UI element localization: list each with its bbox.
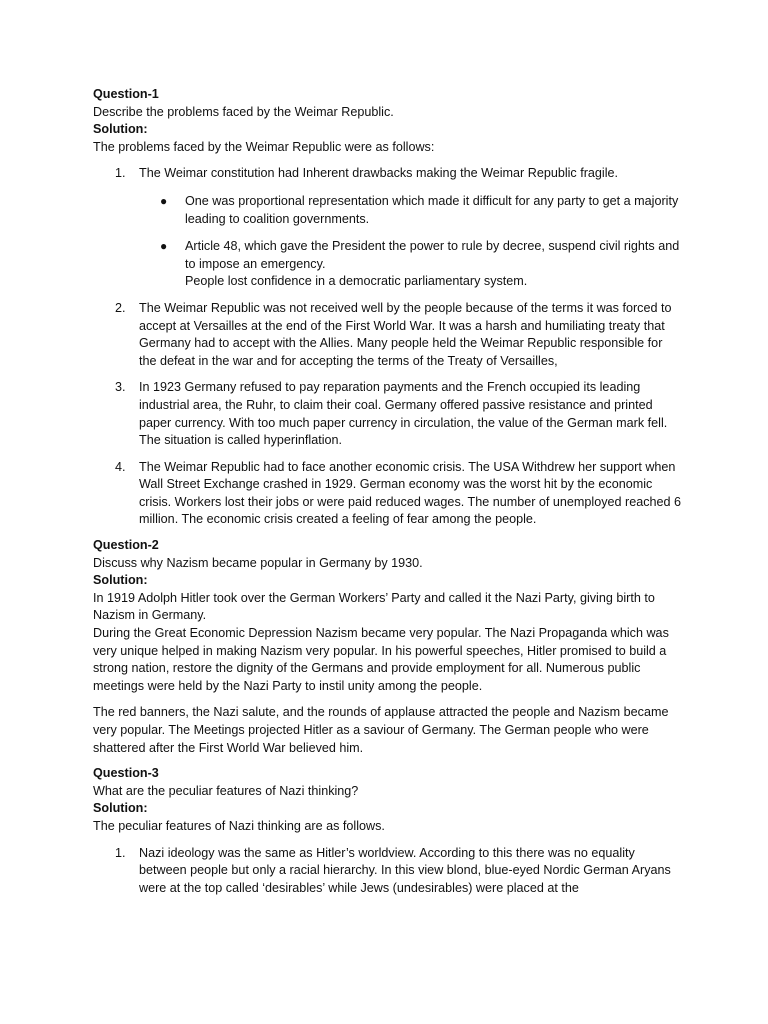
question-1-text: Describe the problems faced by the Weimar Republic. [93, 104, 394, 119]
bullet-icon: ● [160, 193, 168, 208]
question-3-intro: The peculiar features of Nazi thinking are as follows. [93, 818, 385, 833]
question-1-sublist [93, 193, 683, 291]
list-number: 4. [115, 459, 126, 474]
list-item [93, 300, 683, 370]
question-2-title: Question-2 [93, 538, 159, 553]
question-1-list [93, 165, 683, 529]
list-item-text: In 1923 Germany refused to pay reparation payments and the French occupied its leading industrial area, the Ruhr, to claim their coal. Germany offered passive resistance and printed paper currency. With too much paper currency in circulation, the value of the German mark fell. The situation is called hyperinflation. [139, 380, 668, 448]
document-page [93, 86, 683, 897]
question-2-solution-label: Solution: [93, 573, 148, 588]
question-2-paragraph-1: In 1919 Adolph Hitler took over the German Workers’ Party and called it the Nazi Party, giving birth to Nazism in Germany. [93, 590, 655, 623]
question-2-paragraph-2: During the Great Economic Depression Nazism became very popular. The Nazi Propaganda which was very unique helped in making Nazism very popular. In his powerful speeches, Hitler promised to build a strong nation, restore the dignity of the Germans and provide employment for all. Numerous public meetings were held by the Nazi Party to instil unity among the people. [93, 626, 669, 693]
list-item-text: Nazi ideology was the same as Hitler’s worldview. According to this there was no equality between people but only a racial hierarchy. In this view blond, blue-eyed Nordic German Aryans were at the top called ‘desirables’ while Jews (undesirables) were placed at the [139, 845, 671, 895]
question-1-intro: The problems faced by the Weimar Republic were as follows: [93, 139, 435, 154]
question-3-list [93, 845, 683, 898]
list-item [93, 165, 683, 291]
list-item-text: The Weimar constitution had Inherent drawbacks making the Weimar Republic fragile. [139, 166, 619, 181]
list-number: 3. [115, 380, 126, 395]
list-item [93, 379, 683, 449]
question-3-title: Question-3 [93, 766, 159, 781]
list-number: 1. [115, 845, 126, 860]
question-2-text: Discuss why Nazism became popular in Germany by 1930. [93, 555, 423, 570]
question-1-solution-label: Solution: [93, 122, 148, 137]
list-item [93, 845, 683, 898]
bullet-icon: ● [160, 239, 168, 254]
question-2-paragraph-3: The red banners, the Nazi salute, and the rounds of applause attracted the people and Nazism became very popular. The Meetings projected Hitler as a saviour of Germany. The German people who were shattered after the First World War believed him. [93, 705, 669, 755]
question-3-solution-label: Solution: [93, 801, 148, 816]
list-item-text: The Weimar Republic was not received well by the people because of the terms it was forced to accept at Versailles at the end of the First World War. It was a harsh and humiliating treaty that Germany had to accept with the Allies. Many people held the Weimar Republic responsible for the defeat in the war and for accepting the terms of the Treaty of Versailles, [139, 300, 672, 368]
bullet-text: Article 48, which gave the President the power to rule by decree, suspend civil rights and to impose an emergency. [185, 239, 680, 271]
list-number: 2. [115, 300, 126, 315]
question-1-title: Question-1 [93, 87, 159, 101]
bullet-extra-text: People lost confidence in a democratic parliamentary system. [185, 274, 528, 289]
bullet-item [93, 238, 683, 291]
question-3-text: What are the peculiar features of Nazi thinking? [93, 783, 359, 798]
list-item [93, 459, 683, 529]
bullet-item [93, 193, 683, 228]
bullet-text: One was proportional representation which made it difficult for any party to get a majority leading to coalition governments. [185, 193, 679, 226]
list-number: 1. [115, 166, 126, 181]
list-item-text: The Weimar Republic had to face another economic crisis. The USA Withdrew her support when Wall Street Exchange crashed in 1929. German economy was the worst hit by the economic crisis. Workers lost their jobs or were paid reduced wages. The number of unemployed reached 6 million. The economic crisis created a feeling of fear among the people. [139, 459, 682, 527]
